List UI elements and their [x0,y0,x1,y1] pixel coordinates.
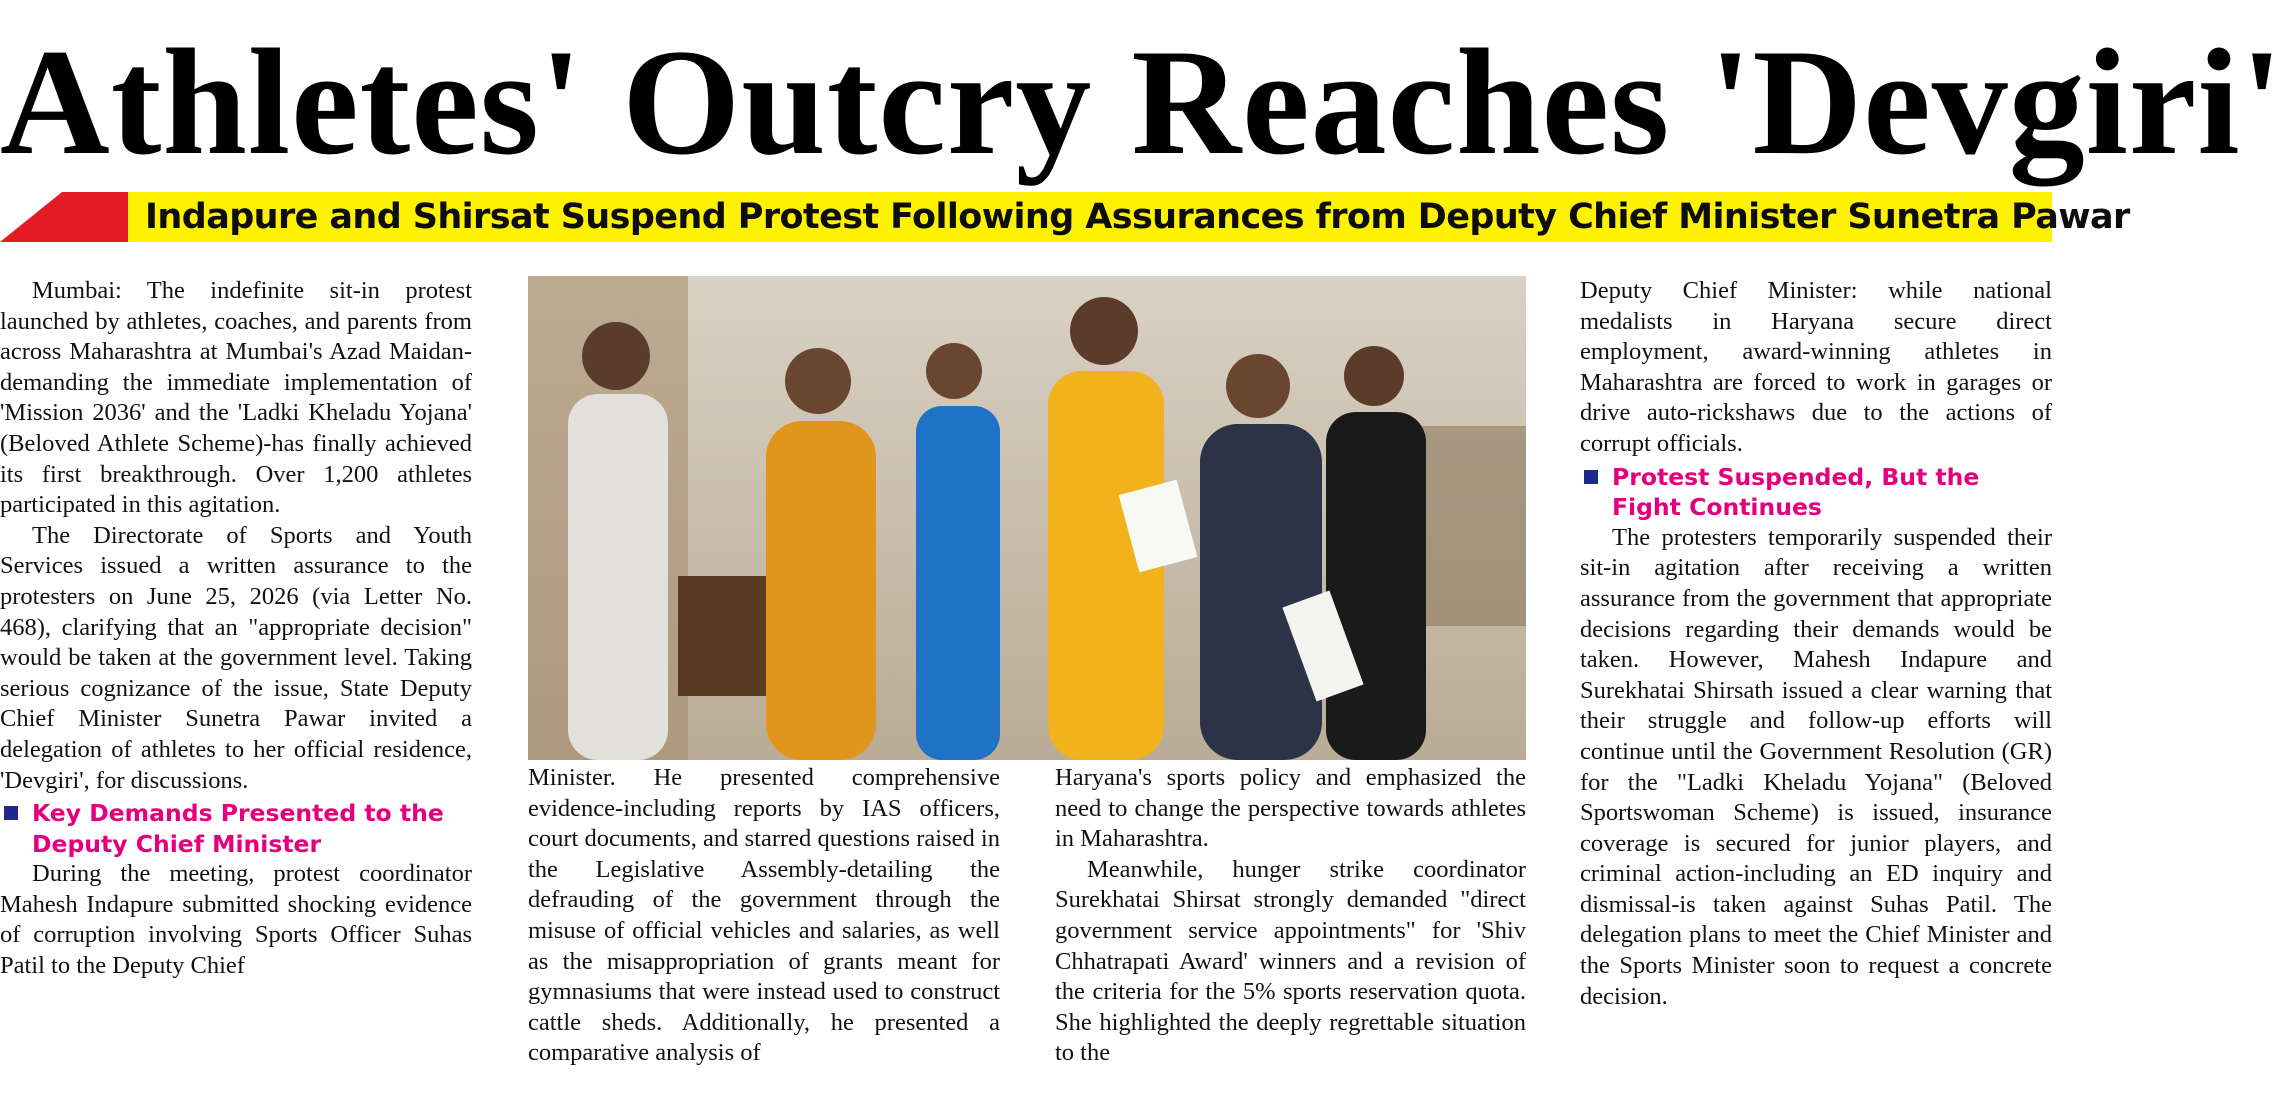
article-column-4 [1580,276,2052,1012]
bullet-square-icon [4,806,18,820]
column1-paragraph-2: The Directorate of Sports and Youth Services issued a written assurance to the protesters on June 25, 2026 (via Letter No. 468), clarifying that an "appropriate decision" would be taken at the government level. Taking serious cognizance of the issue, State Deputy Chief Minister Sunetra Pawar invited a delegation of athletes to her official residence, 'Devgiri', for discussions. [0,521,472,794]
deck-banner [0,192,2130,242]
news-photo [528,276,1526,760]
deck-subheadline: Indapure and Shirsat Suspend Protest Following Assurances from Deputy Chief Minister Sunetra Pawar [145,197,2130,237]
photo-illustration [528,276,1526,760]
column2-paragraph-1: Minister. He presented comprehensive evidence-including reports by IAS officers, court documents, and starred questions raised in the Legislative Assembly-detailing the defrauding of the government through the misuse of official vehicles and salaries, as well as the misappropriation of grants meant for gymnasiums that were instead used to construct cattle sheds. Additionally, he presented a comparative analysis of [528,764,1000,1067]
article-column-2 [528,763,1000,1069]
photo-desk [678,576,768,696]
column1-subhead [0,798,472,859]
headline: Athletes' Outcry Reaches 'Devgiri' [0,18,2284,186]
article-column-1 [0,276,472,982]
column1-paragraph-1: Mumbai: The indefinite sit-in protest launched by athletes, coaches, and parents from across Maharashtra at Mumbai's Azad Maidan-demanding the immediate implementation of 'Mission 2036' and the 'Ladki Kheladu Yojana' (Beloved Athlete Scheme)-has finally achieved its first breakthrough. Over 1,200 athletes participated in this agitation. [0,277,472,519]
column4-paragraph-2: The protesters temporarily suspended their sit-in agitation after receiving a written assurance from the government that appropriate decisions regarding their demands would be taken. However, Mahesh Indapure and Surekhatai Shirsath issued a clear warning that their struggle and follow-up efforts will continue until the Government Resolution (GR) for the "Ladki Kheladu Yojana" (Beloved Sportswoman Scheme) is issued, insurance coverage is secured for junior players, and criminal action-including an ED inquiry and dismissal-is taken against Suhas Patil. The delegation plans to meet the Chief Minister and the Sports Minister soon to request a concrete decision. [1580,523,2052,1010]
bullet-square-icon [1584,470,1598,484]
column3-paragraph-2: Meanwhile, hunger strike coordinator Surekhatai Shirsat strongly demanded "direct government service appointments" for 'Shiv Chhatrapati Award' winners and a revision of the criteria for the 5% sports reservation quota. She highlighted the deeply regrettable situation to the [1055,855,1526,1067]
column1-subhead-text: Key Demands Presented to the Deputy Chief Minister [32,799,444,858]
column4-subhead [1580,462,2052,523]
deck-accent-stripe [0,192,140,242]
column4-subhead-text: Protest Suspended, But the Fight Continues [1612,462,1980,522]
column3-paragraph-1: Haryana's sports policy and emphasized the need to change the perspective towards athletes in Maharashtra. [1055,764,1526,853]
article-column-3 [1055,763,1526,1069]
column1-paragraph-3: During the meeting, protest coordinator Mahesh Indapure submitted shocking evidence of corruption involving Sports Officer Suhas Patil to the Deputy Chief [0,860,472,980]
column4-paragraph-1: Deputy Chief Minister: while national medalists in Haryana secure direct employment, award-winning athletes in Maharashtra are forced to work in garages or drive auto-rickshaws due to the actions of corrupt officials. [1580,277,2052,457]
